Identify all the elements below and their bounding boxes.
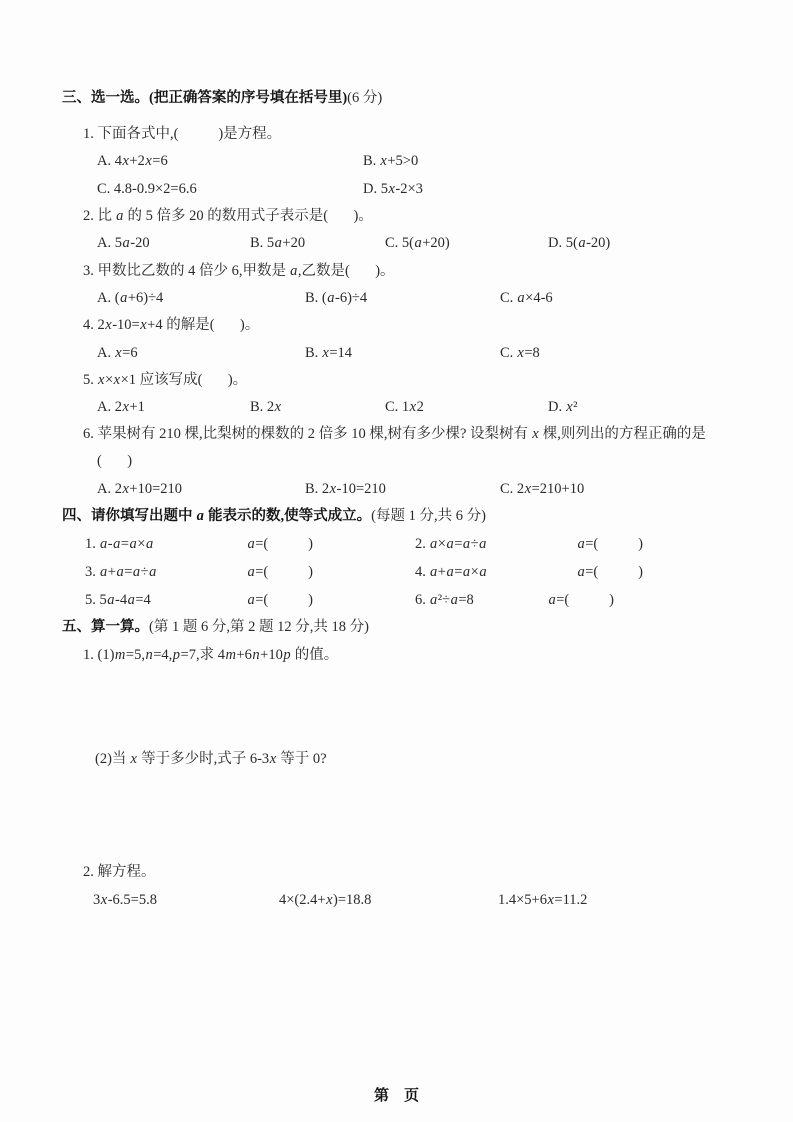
q5-option-a: A. 2x+1 xyxy=(97,399,145,415)
q3-option-c: C. a×4-6 xyxy=(500,290,553,306)
section-5-heading-score: (第 1 题 6 分,第 2 题 12 分,共 18 分) xyxy=(149,619,369,635)
section-3-heading-score: (6 分) xyxy=(347,90,383,106)
s4-item-5-answer: a=( ) xyxy=(247,592,313,608)
q3-stem: 3. 甲数比乙数的 4 倍少 6,甲数是 a,乙数是( )。 xyxy=(83,263,395,279)
q4-stem: 4. 2x-10=x+4 的解是( )。 xyxy=(83,317,260,333)
s4-item-1-answer: a=( ) xyxy=(247,536,313,552)
q4-option-b: B. x=14 xyxy=(305,345,353,361)
s4-item-6-answer: a=( ) xyxy=(548,592,614,608)
q1-option-d: D. 5x-2×3 xyxy=(363,181,423,197)
s4-item-3-answer: a=( ) xyxy=(247,564,313,580)
s4-item-4-equation: 4. a+a=a×a xyxy=(415,564,487,580)
q2-option-b: B. 5a+20 xyxy=(250,235,306,251)
q6-option-a: A. 2x+10=210 xyxy=(97,481,183,497)
s5-q1-part2: (2)当 x 等于多少时,式子 6-3x 等于 0? xyxy=(95,751,327,767)
q3-option-b: B. (a-6)÷4 xyxy=(305,290,368,306)
q4-option-a: A. x=6 xyxy=(97,345,138,361)
section-3-heading-title: 三、选一选。(把正确答案的序号填在括号里) xyxy=(62,90,348,106)
s4-item-3-equation: 3. a+a=a÷a xyxy=(85,564,157,580)
q6-answer-bracket: ( ) xyxy=(97,453,133,469)
s4-item-6-equation: 6. a²÷a=8 xyxy=(415,592,474,608)
s5-q1-part1: 1. (1)m=5,n=4,p=7,求 4m+6n+10p 的值。 xyxy=(83,647,339,663)
s5-q2-label: 2. 解方程。 xyxy=(83,864,156,880)
s4-item-5-equation: 5. 5a-4a=4 xyxy=(85,592,151,608)
s5-q2-equation-2: 4×(2.4+x)=18.8 xyxy=(279,892,372,908)
q6-option-b: B. 2x-10=210 xyxy=(305,481,386,497)
section-4-heading-title: 四、请你填写出题中 a 能表示的数,使等式成立。 xyxy=(62,508,372,524)
q1-option-c: C. 4.8-0.9×2=6.6 xyxy=(97,181,197,197)
q4-option-c: C. x=8 xyxy=(500,345,540,361)
s5-q2-equation-3: 1.4×5+6x=11.2 xyxy=(498,892,588,908)
s4-item-1-equation: 1. a-a=a×a xyxy=(85,536,154,552)
section-5-heading xyxy=(62,619,369,636)
s4-item-4-answer: a=( ) xyxy=(577,564,643,580)
q5-option-b: B. 2x xyxy=(250,399,282,415)
q5-stem: 5. x×x×1 应该写成( )。 xyxy=(83,372,248,388)
s5-q2-equation-1: 3x-6.5=5.8 xyxy=(93,892,157,908)
page-footer: 第 页 xyxy=(373,1088,419,1104)
s4-item-2-equation: 2. a×a=a÷a xyxy=(415,536,487,552)
q2-option-a: A. 5a-20 xyxy=(97,235,150,251)
q6-stem: 6. 苹果树有 210 棵,比梨树的棵数的 2 倍多 10 棵,树有多少棵? 设梨树有 x 棵,则列出的方程正确的是 xyxy=(83,426,706,442)
section-4-heading xyxy=(62,508,486,525)
section-5-heading-title: 五、算一算。 xyxy=(62,619,149,635)
q6-option-c: C. 2x=210+10 xyxy=(500,481,585,497)
q2-option-d: D. 5(a-20) xyxy=(548,235,611,251)
q2-stem: 2. 比 a 的 5 倍多 20 的数用式子表示是( )。 xyxy=(83,208,373,224)
q1-option-a: A. 4x+2x=6 xyxy=(97,153,168,169)
q1-stem: 1. 下面各式中,( )是方程。 xyxy=(83,126,282,142)
q5-option-d: D. x² xyxy=(548,399,578,415)
s4-item-2-answer: a=( ) xyxy=(577,536,643,552)
section-3-heading xyxy=(62,90,382,107)
q2-option-c: C. 5(a+20) xyxy=(385,235,450,251)
q3-option-a: A. (a+6)÷4 xyxy=(97,290,164,306)
q5-option-c: C. 1x2 xyxy=(385,399,424,415)
q1-option-b: B. x+5>0 xyxy=(363,153,419,169)
section-4-heading-score: (每题 1 分,共 6 分) xyxy=(371,508,486,524)
